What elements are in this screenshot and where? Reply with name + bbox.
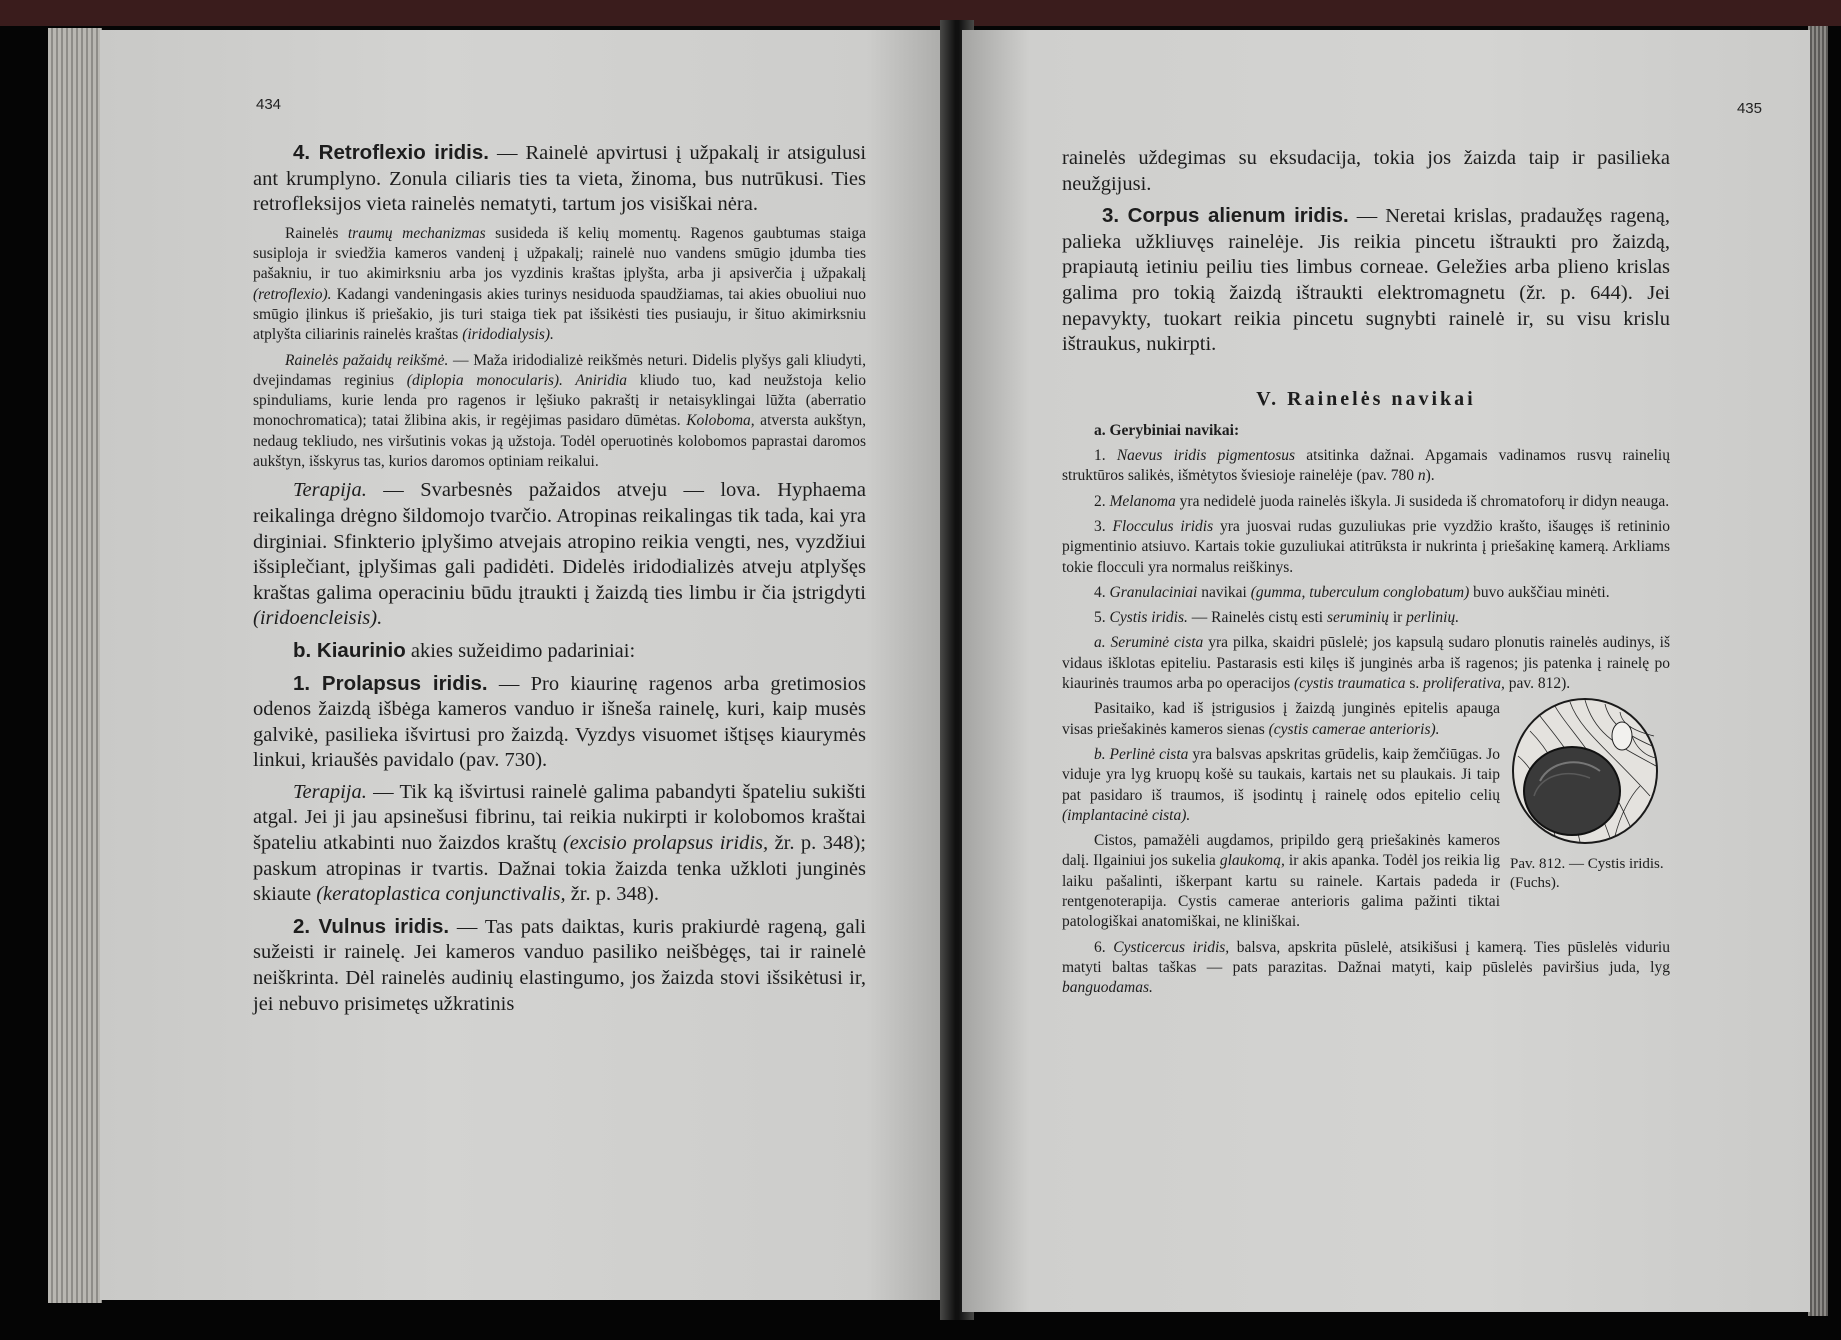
subsection-title: a. Gerybiniai navikai: [1094, 421, 1240, 439]
item-flocculus: 3. Flocculus iridis yra juosvai rudas guzuliukas prie vyzdžio krašto, išaugęs iš retininio pigmentinio atsiuvo. Kartais tokie guzuliukai atitrūksta ir nukrinta į priešakinę kamerą. Arkliams tokie flocculi yra normalus reiškinys. [1062, 517, 1671, 576]
paragraph-corpus-alienum: 3. Corpus alienum iridis. — Neretai krislas, pradaužęs rageną, palieka užkliuvęs rainelėje. Jis reikia pincetu ištraukti pro žaizdą, prapiautą ietiniu peiliu ties limbus corneae. Geležies arba plieno krislas galima pro tokią žaizdą ištraukti elektromagnetu (žr. p. 644). Jei nepavykty, tuokart reikia pincetu sugnybti rainelė ir, su visu krislu ištraukus, nukirpti. [1062, 204, 1670, 356]
right-page-body [1062, 146, 1670, 998]
paragraph-injury-significance: Rainelės pažaidų reikšmė. — Maža iridodializė reikšmės neturi. Didelis plyšys gali kliudyti, dvejindamas reginius (diplopia monocularis). Aniridia kliudo tuo, kad neužstoja kelio spinduliams, kurie lenda pro ragenos ir lęšiuko pakraštį ir netaisyklingai lūžta (aberratio monochromatica); tatai žlibina akis, ir regėjimas pasidaro dūmėtas. Koloboma, atversta aukštyn, nedaug tekliudo, nes viršutinis vokas ją užstoja. Todėl operuotinės kolobomos paprastai daromos aukštyn, išskyrus tas, kurios daromos optiniam reikalui. [253, 351, 866, 471]
heading-prolapsus: 1. Prolapsus iridis. [293, 671, 488, 695]
page-stack-right [1808, 26, 1828, 1316]
item-perline-cista: b. Perlinė cista yra balsvas apskritas grūdelis, kaip žemčiūgas. Jo viduje yra lyg kruopų košė su taukais, kartais net su plaukais. Ji taip pat pasidaro iš traumos, iš įsodintų į rainelę odos epitelio celių (implantacinė cista). [1062, 745, 1500, 824]
paragraph-retroflexio: 4. Retroflexio iridis. — Rainelė apvirtusi į užpakalį ir atsigulusi ant krumplyno. Zonula ciliaris ties ta vieta, žinoma, bus nutrūkusi. Ties retrofleksijos vieta rainelės nematyti, tartum jos visiškai nėra. [253, 141, 867, 216]
item-naevus: 1. Naevus iridis pigmentosus atsitinka dažnai. Apgamais vadinamos rusvų rainelių struktūros salikės, išmėtytos šviesioje rainelėje (pav. 780 n). [1062, 447, 1670, 485]
heading-vulnus: 2. Vulnus iridis. [293, 914, 450, 938]
paragraph-continuation: rainelės uždegimas su eksudacija, tokia jos žaizda taip ir pasilieka neužgijusi. [1062, 147, 1670, 195]
item-anterior-chamber: Pasitaiko, kad iš įstrigusios į žaizdą junginės epitelis apauga visas priešakinės kameros sienas (cystis camerae anterioris). [1062, 700, 1500, 738]
left-page-body [253, 140, 866, 1017]
left-page [100, 30, 952, 1300]
right-page [962, 30, 1810, 1312]
heading-corpus-alienum: 3. Corpus alienum iridis. [1102, 204, 1349, 228]
section-title: V. Rainelės navikai [1256, 387, 1476, 410]
paragraph-therapy-1: Terapija. — Svarbesnės pažaidos atveju — lova. Hyphaema reikalinga drėgno šildomojo tvarčio. Atropinas reikalingas tik tada, kai yra dirginiai. Sfinkterio įplyšimo atvejais atropino reikia vengti, nes, vyzdžiui išsiplečiant, įplyšimas gali padidėti. Didelės iridodializės atveju atplyšęs kraštas galima operaciniu būdu įtraukti į žaizdą ties limbu ir čia įstrigdyti (iridoencleisis). [253, 479, 866, 630]
item-cystis: 5. Cystis iridis. — Rainelės cistų esti seruminių ir perlinių. [1094, 609, 1460, 627]
item-cistos: Cistos, pamažėli augdamos, pripildo gerą priešakinės kameros dalį. Ilgainiui jos sukelia glaukomą, ir akis apanka. Todėl jos reikia lig laiku pašalinti, iškerpant kartu su rainele. Kartais padeda ir rentgenoterapija. Cystis camerae anterioris galima pažinti tiktai patologiškai anatomiškai, ne kliniškai. [1062, 832, 1500, 931]
item-granulaciniai: 4. Granulaciniai navikai (gumma, tuberculum conglobatum) buvo aukščiau minėti. [1094, 583, 1610, 601]
page-number-left: 434 [256, 96, 282, 113]
paragraph-prolapsus: 1. Prolapsus iridis. — Pro kiaurinę ragenos arba gretimosios odenos žaizdą išbėga kameros vanduo ir išneša rainelę, kuri, kaip musės galvikė, pasilieka išvirtusi pro žaizdą. Vyzdys visuomet ištįsęs kiaurymės linkui, kriaušės pavidalo (pav. 730). [253, 671, 866, 772]
item-serumine-cista: a. Seruminė cista yra pilka, skaidri pūslelė; jos kapsulą sudaro plonutis rainelės audinys, iš vidaus išklotas epiteliu. Pastarasis esti kilęs iš junginės arba iš ragenos; jis patenka į rainelę po kiaurinės traumos arba po operacijos (cystis traumatica s. proliferativa, pav. 812). [1062, 634, 1670, 693]
paragraph-trauma-mechanism: Rainelės traumų mechanizmas susideda iš kelių momentų. Ragenos gaubtumas staiga susiploja ir sviedžia kameros vandenį į užpakalį; rainelė nuo vandens smūgio įdumba ties pašakniu, ir tuo akimirksniu arba jos vyzdinis kraštas įplyšta, arba ji apsiverčia į užpakalį (retroflexio). Kadangi vandeningasis akies turinys nesiduoda spaudžiamas, tai akies obuoliui nuo smūgio įlinkus iš priešakio, jis turi staiga tiek pat išsikėsti ties pusiauju, ir šituo akimirksniu atplyšta ciliarinis rainelės kraštas (iridodialysis). [253, 224, 866, 344]
paragraph-vulnus: 2. Vulnus iridis. — Tas pats daiktas, kuris prakiurdė rageną, gali sužeisti ir rainelę. Jei kameros vanduo pasiliko neišbėgęs, tai ir rainelė neiškrinta. Dėl rainelės audinių elastingumo, jos žaizda stovi išsikėtusi ir, jei nebuvo prisimetęs užkratinis [253, 914, 867, 1015]
book-cover-top [0, 0, 1841, 26]
cystis-iridis-illustration [1510, 696, 1660, 846]
item-melanoma: 2. Melanoma yra nedidelė juoda rainelės iškyla. Ji susideda iš chromatoforų ir didyn neauga. [1094, 492, 1670, 510]
heading-kiaurinio: b. Kiaurinio [293, 638, 406, 662]
figure-caption: Pav. 812. — Cystis iridis. (Fuchs). [1510, 856, 1664, 892]
page-number-right: 435 [1736, 100, 1762, 117]
figure-812 [1510, 696, 1670, 893]
paragraph-therapy-2: Terapija. — Tik ką išvirtusi rainelė galima pabandyti špateliu sukišti atgal. Jei ji jau apsinešusi fibrinu, tai reikia nukirpti ir kolobomos kraštai špateliu atkabinti nuo žaizdos kraštų (excisio prolapsus iridis, žr. p. 348); paskum atropinas ir tvartis. Dažnai tokia žaizda tenka užkloti junginės skiaute (keratoplastica conjunctivalis, žr. p. 348). [253, 780, 867, 906]
paragraph-kiaurinio: b. Kiaurinio akies sužeidimo padariniai: [293, 638, 636, 662]
item-cysticercus: 6. Cysticercus iridis, balsva, apskrita pūslelė, atsikišusi į kamerą. Ties pūslelės viduriu matyti baltas taškas — pats parazitas. Dažnai matyti, kaip pūslelės paviršius juda, lyg banguodamas. [1062, 938, 1670, 997]
heading-retroflexio: 4. Retroflexio iridis. [293, 141, 489, 164]
page-stack-left [48, 28, 102, 1303]
